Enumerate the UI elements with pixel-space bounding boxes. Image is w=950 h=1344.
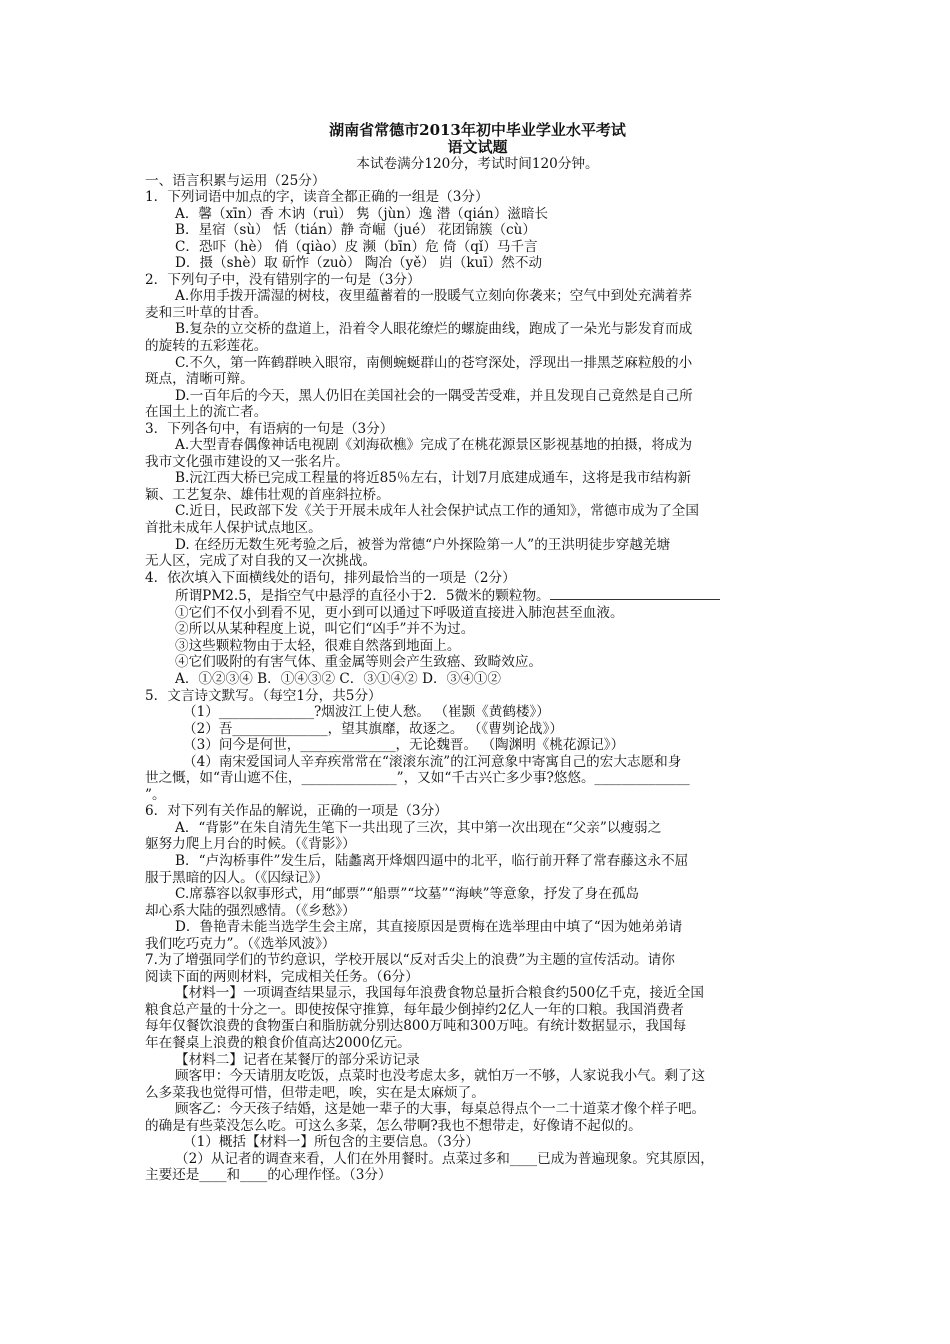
text-line-content: 6．对下列有关作品的解说，正确的一项是（3分） (145, 803, 448, 820)
text-line (145, 1167, 810, 1184)
text-line-content: A．①②③④ B．①④③② C．③①④② D．③④①② (175, 670, 501, 687)
text-line-content: 躯努力爬上月台的时候。（《背影》） (145, 836, 356, 853)
text-line-content: 主要还是____和____的心理作怪。（3分） (145, 1167, 392, 1184)
text-line-content: B．星宿（sù） 恬（tián）静 奇崛（jué） 花团锦簇（cù） (175, 222, 537, 239)
text-line (145, 173, 810, 190)
text-line (145, 189, 810, 206)
text-line (145, 272, 810, 289)
text-line-content: 所谓PM2.5，是指空气中悬浮的直径小于2．5微米的颗粒物。 (175, 588, 550, 605)
exam-info: 本试卷满分120分，考试时间120分钟。 (356, 156, 599, 172)
text-line (145, 553, 810, 570)
text-line (145, 654, 810, 671)
text-line-content: 世之慨，如“青山遮不住，______________”，又如“千古兴亡多少事?悠悠。______________ (145, 770, 690, 787)
text-line (145, 1018, 810, 1035)
text-line-content: 无人区，完成了对自我的又一次挑战。 (145, 553, 377, 570)
text-line-content: 顾客乙：今天孩子结婚，这是她一辈子的大事，每桌总得点个一二十道菜才像个样子吧。 (175, 1101, 706, 1118)
text-line-content: ④它们吸附的有害气体、重金属等则会产生致癌、致畸效应。 (175, 654, 543, 671)
text-line (145, 903, 810, 920)
text-line-content: B.沅江西大桥已完成工程量的将近85％左右，计划7月底建成通车，这将是我市结构新 (175, 470, 692, 487)
text-line (145, 321, 810, 338)
text-line-content: ②所以从某种程度上说，叫它们“凶手”并不为过。 (175, 621, 475, 638)
text-line-content: 7.为了增强同学们的节约意识，学校开展以“反对舌尖上的浪费”为主题的宣传活动。请你 (145, 952, 675, 969)
text-line-content: 却心系大陆的强烈感情。（《乡愁》） (145, 902, 356, 919)
text-line-content: D. 在经历无数生死考验之后，被誉为常德“户外探险第一人”的王洪明徒步穿越羌塘 (175, 536, 671, 553)
text-line (145, 1118, 810, 1135)
text-line-content: 年在餐桌上浪费的粮食价值高达2000亿元。 (145, 1034, 411, 1051)
text-line (145, 704, 810, 721)
text-line (145, 1035, 810, 1052)
text-line-content: 阅读下面的两则材料，完成相关任务。（6分） (145, 968, 419, 985)
text-line-content: 5．文言诗文默写。（每空1分，共5分） (145, 687, 382, 704)
text-line-content: D．摄（shè）取 斫怍（zuò） 陶冶（yě） 岿（kuī）然不动 (175, 255, 543, 272)
text-line-content: A．馨（xīn）香 木讷（ruì） 隽（jùn）逸 潜（qián）滋暗长 (175, 205, 549, 222)
text-line-content: B.复杂的立交桥的盘道上，沿着令人眼花缭烂的螺旋曲线，跑成了一朵光与影发育而成 (175, 321, 693, 338)
text-line-content: 服于黑暗的囚人。（《囚绿记》） (145, 869, 329, 886)
text-line-content: ①它们不仅小到看不见，更小到可以通过下呼吸道直接进入肺泡甚至血液。 (175, 604, 624, 621)
text-line (145, 836, 810, 853)
text-line-content: （1）概括【材料一】所包含的主要信息。（3分） (183, 1134, 479, 1151)
text-line (145, 586, 810, 605)
text-line-content: （3）问今是何世，______________，无论魏晋。 （陶渊明《桃花源记》） (183, 737, 625, 754)
text-line (145, 820, 810, 837)
text-line-content: 么多菜我也觉得可惜，但带走吧，唉，实在是太麻烦了。 (145, 1084, 485, 1101)
text-line (145, 853, 810, 870)
text-line (145, 1101, 810, 1118)
text-line (145, 621, 810, 638)
text-line-content: C．恐吓（hè） 俏（qiào）皮 濒（bīn）危 倚（qǐ）马千言 (175, 238, 538, 255)
text-line-content: 麦和三叶草的甘香。 (145, 304, 268, 321)
text-line-content: 在国土上的流亡者。 (145, 404, 268, 421)
text-line (145, 1052, 810, 1069)
text-line-content: 的确是有些菜没怎么吃。可这么多菜，怎么带啊?我也不想带走，好像请不起似的。 (145, 1117, 642, 1134)
text-line-content: （2）吾______________，望其旗靡，故逐之。 （《曹刿论战》） (183, 720, 563, 737)
text-line (145, 737, 810, 754)
text-line-content: D．鲁艳青未能当选学生会主席，其直接原因是贾梅在选举理由中填了“因为她弟弟请 (175, 919, 683, 936)
text-line (145, 206, 810, 223)
text-line (145, 638, 810, 655)
text-line-content: 粮食总产量的十分之一。即使按保守推算，每年最少倒掉约2亿人一年的口粮。我国消费者 (145, 1001, 684, 1018)
text-line (145, 570, 810, 587)
text-line-content: 顾客甲：今天请朋友吃饭，点菜时也没考虑太多，就怕万一不够，人家说我小气。剩了这 (175, 1068, 706, 1085)
text-line-content: A.大型青春偶像神话电视剧《刘海砍樵》完成了在桃花源景区影视基地的拍摄，将成为 (175, 437, 693, 454)
text-line-content: B．“卢沟桥事件”发生后，陆蠡离开烽烟四逼中的北平，临行前开释了常春藤这永不屈 (175, 852, 689, 869)
text-line-content: 【材料二】记者在某餐厅的部分采访记录 (175, 1051, 420, 1068)
text-line (145, 1134, 810, 1151)
text-line (145, 1085, 810, 1102)
text-line-content: 【材料一】一项调查结果显示，我国每年浪费食物总量折合粮食约500亿千克，接近全国 (175, 985, 704, 1002)
text-line (145, 371, 810, 388)
text-line-content: 一、语言积累与运用（25分） (145, 172, 326, 189)
text-line (145, 787, 810, 804)
text-line (145, 288, 810, 305)
text-line (145, 487, 810, 504)
text-line-content: 2．下列句子中，没有错别字的一句是（3分） (145, 271, 421, 288)
text-line (145, 1151, 810, 1168)
text-line (145, 936, 810, 953)
text-line-content: A.你用手拨开濡湿的树枝，夜里蕴蓄着的一股暖气立刻向你袭来；空气中到处充满着荞 (175, 288, 693, 305)
text-line (145, 886, 810, 903)
text-line-content: C.近日，民政部下发《关于开展未成年人社会保护试点工作的通知》，常德市成为了全国 (175, 503, 699, 520)
text-line-content: （2）从记者的调查来看，人们在外用餐时。点菜过多和____已成为普遍现象。究其原因， (175, 1150, 714, 1167)
text-line (145, 919, 810, 936)
answer-blank (550, 586, 720, 600)
text-line (145, 388, 810, 405)
text-line (145, 870, 810, 887)
text-line (145, 605, 810, 622)
text-line-content: ”。 (145, 786, 166, 803)
text-line-content: 我市文化强市建设的又一张名片。 (145, 453, 349, 470)
text-line (145, 952, 810, 969)
text-line (145, 338, 810, 355)
text-line (145, 671, 810, 688)
text-line (145, 355, 810, 372)
text-line (145, 1002, 810, 1019)
exam-body (145, 173, 810, 1184)
text-line-content: （1）______________?烟波江上使人愁。 （崔颢《黄鹤楼》） (183, 704, 550, 721)
text-line (145, 421, 810, 438)
text-line (145, 688, 810, 705)
text-line (145, 721, 810, 738)
text-line (145, 537, 810, 554)
text-line (145, 239, 810, 256)
text-line (145, 520, 810, 537)
text-line (145, 754, 810, 771)
text-line (145, 437, 810, 454)
text-line (145, 454, 810, 471)
exam-subtitle: 语文试题 (447, 138, 508, 156)
text-line (145, 1068, 810, 1085)
text-line-content: 斑点，清晰可辩。 (145, 371, 254, 388)
text-line (145, 404, 810, 421)
text-line-content: （4）南宋爱国词人辛弃疾常常在“滚滚东流”的江河意象中寄寓自己的宏大志愿和身 (183, 753, 682, 770)
text-line (145, 222, 810, 239)
exam-page (145, 122, 810, 1184)
text-line-content: 1．下列词语中加点的字，读音全都正确的一组是（3分） (145, 189, 489, 206)
text-line (145, 255, 810, 272)
text-line (145, 985, 810, 1002)
text-line-content: 首批未成年人保护试点地区。 (145, 520, 322, 537)
text-line-content: 4．依次填入下面横线处的语句，排列最恰当的一项是（2分） (145, 569, 516, 586)
text-line (145, 803, 810, 820)
text-line-content: 颖、工艺复杂、雄伟壮观的首座斜拉桥。 (145, 486, 390, 503)
exam-title: 湖南省常德市2013年初中毕业学业水平考试 (329, 121, 626, 139)
text-line-content: D.一百年后的今天，黑人仍旧在美国社会的一隅受苦受难，并且发现自己竟然是自己所 (175, 387, 693, 404)
text-line-content: 3．下列各句中，有语病的一句是（3分） (145, 420, 394, 437)
text-line (145, 969, 810, 986)
text-line-content: 我们吃巧克力”。（《选举风波》） (145, 935, 336, 952)
text-line-content: ③这些颗粒物由于太轻，很难自然落到地面上。 (175, 637, 461, 654)
text-line (145, 305, 810, 322)
text-line (145, 503, 810, 520)
text-line (145, 770, 810, 787)
text-line-content: A．“背影”在朱自清先生笔下一共出现了三次，其中第一次出现在“父亲”以瘦弱之 (175, 819, 662, 836)
text-line (145, 470, 810, 487)
text-line-content: C.不久，第一阵鹤群映入眼帘，南侧蜿蜒群山的苍穹深处，浮现出一排黑芝麻粒般的小 (175, 354, 693, 371)
text-line-content: 的旋转的五彩莲花。 (145, 338, 268, 355)
text-line-content: 每年仅餐饮浪费的食物蛋白和脂肪就分别达800万吨和300万吨。有统计数据显示，我国每 (145, 1018, 687, 1035)
text-line-content: C.席慕容以叙事形式，用“邮票”“船票”“坟墓”“海峡”等意象，抒发了身在孤岛 (175, 886, 640, 903)
